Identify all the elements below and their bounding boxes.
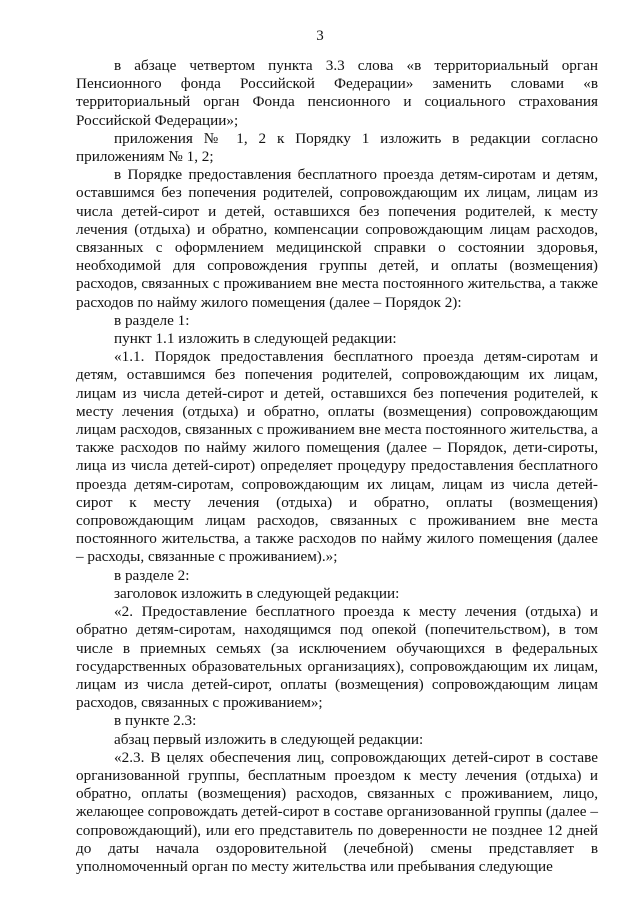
paragraph-heading-intro: заголовок изложить в следующей редакции:	[114, 584, 400, 602]
paragraph-appendices-1-2: приложения № 1, 2 к Порядку 1 изложить в редакции согласно приложениям № 1, 2;	[76, 129, 598, 166]
page-number: 3	[316, 28, 324, 44]
paragraph-first-para-intro: абзац первый изложить в следующей редакции:	[114, 730, 424, 748]
paragraph-clause-1-1-intro: пункт 1.1 изложить в следующей редакции:	[114, 330, 397, 348]
document-body	[76, 57, 598, 876]
paragraph-amend-clause-3-3: в абзаце четвертом пункта 3.3 слова «в территориальный орган Пенсионного фонда Российской Федерации» заменить словами «в территориальный орган Фонда пенсионного и социального страхования Российской Федерации»;	[76, 57, 598, 129]
paragraph-procedure-2-intro: в Порядке предоставления бесплатного проезда детям-сиротам и детям, оставшимся без попечения родителей, сопровождающим их лицам, лицам из числа детей-сирот и детей, оставшихся без попечения родителей, к месту лечения (отдыха) и обратно, компенсации сопровождающим лицам расходов, связанных с оформлением медицинской справки о состоянии здоровья, необходимой для сопровождения группы детей, и оплаты (возмещения) расходов, связанных с проживанием вне места постоянного жительства, а также расходов по найму жилого помещения (далее – Порядок 2):	[76, 166, 598, 311]
paragraph-clause-2-3-text: «2.3. В целях обеспечения лиц, сопровождающих детей-сирот в составе организованной группы, бесплатным проездом к месту лечения (отдыха) и обратно, оплаты (возмещения) расходов, связанных с проживанием, лицо, желающее сопровождать детей-сирот в составе организованной группы (далее – сопровождающий), или его представитель по доверенности не позднее 12 дней до даты начала оздоровительной (лечебной) смены представляет в уполномоченный орган по месту жительства или пребывания следующие	[76, 748, 598, 875]
paragraph-section-1: в разделе 1:	[114, 311, 190, 329]
paragraph-section-2-heading: «2. Предоставление бесплатного проезда к месту лечения (отдыха) и обратно детям-сиротам, находящимся под опекой (попечительством), в том числе в приемных семьях (за исключением обучающихся в федеральных государственных образовательных организациях), сопровождающим их лицам, лицам из числа детей-сирот, оплаты (возмещения) сопровождающим лицам расходов, связанных с проживанием»;	[76, 603, 598, 712]
paragraph-section-2: в разделе 2:	[114, 566, 190, 584]
paragraph-clause-2-3: в пункте 2.3:	[114, 712, 197, 730]
paragraph-clause-1-1-text: «1.1. Порядок предоставления бесплатного проезда детям-сиротам и детям, оставшимся без попечения родителей, сопровождающим их лицам, лицам из числа детей-сирот и детей, оставшихся без попечения родителей, к месту лечения (отдыха) и обратно, оплаты (возмещения) сопровождающим лицам расходов, связанных с проживанием вне места постоянного жительства, а также расходов по найму жилого помещения (далее – Порядок, дети-сироты, лица из числа детей-сирот) определяет процедуру предоставления бесплатного проезда детям-сиротам, сопровождающим их лицам, лицам из числа детей-сирот к месту лечения (отдыха) и обратно, оплаты (возмещения) сопровождающим лицам расходов, связанных с проживанием вне места постоянного жительства, а также расходов по найму жилого помещения (далее – расходы, связанные с проживанием).»;	[76, 348, 598, 566]
